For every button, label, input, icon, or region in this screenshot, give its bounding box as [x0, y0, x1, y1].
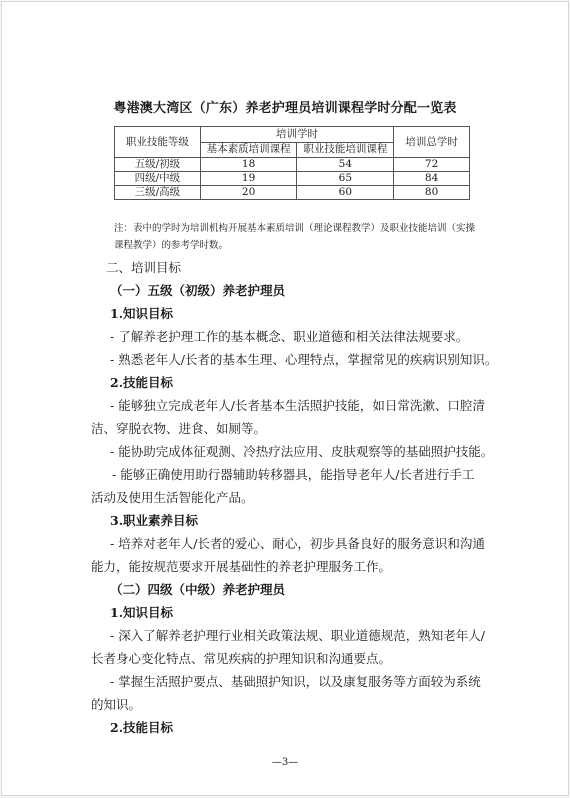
hours-allocation-table	[114, 126, 470, 200]
paragraph: - 能协助完成体征观测、冷热疗法应用、皮肤观察等的基础照护技能。	[110, 444, 494, 459]
cell-total: 80	[394, 186, 470, 200]
subsection-heading: （二）四级（中级）养老护理员	[110, 582, 286, 597]
cell-basic: 19	[200, 172, 297, 186]
note-line: 课程教学）的参考学时数。	[114, 240, 229, 251]
header-training-hours: 培训学时	[200, 127, 393, 143]
table-row	[115, 172, 470, 186]
table-row	[115, 186, 470, 200]
paragraph: - 能够正确使用助行器辅助转移器具，能指导老年人/长者进行手工	[112, 467, 475, 482]
header-level: 职业技能等级	[115, 127, 201, 158]
skill-heading: 2.技能目标	[110, 720, 174, 735]
cell-skill: 60	[297, 186, 394, 200]
page-number: —3—	[271, 757, 299, 768]
cell-level: 四级/中级	[115, 172, 201, 186]
paragraph: 活动及使用生活智能化产品。	[91, 490, 254, 505]
cell-basic: 20	[200, 186, 297, 200]
paragraph: - 深入了解养老护理行业相关政策法规、职业道德规范，熟知老年人/	[110, 628, 485, 643]
paragraph: 长者身心变化特点、常见疾病的护理知识和沟通要点。	[91, 651, 392, 666]
paragraph: 洁、穿脱衣物、进食、如厕等。	[91, 421, 267, 436]
paragraph: 的知识。	[91, 697, 142, 712]
knowledge-heading: 1.知识目标	[110, 605, 174, 620]
paragraph: 能力，能按规范要求开展基础性的养老护理服务工作。	[91, 559, 392, 574]
skill-heading: 2.技能目标	[110, 375, 174, 390]
paragraph: - 能够独立完成老年人/长者基本生活照护技能，如日常洗漱、口腔清	[110, 398, 485, 413]
table-row	[115, 158, 470, 172]
document-page	[1, 1, 569, 796]
quality-heading: 3.职业素养目标	[110, 513, 199, 528]
note-line: 注：表中的学时为培训机构开展基本素质培训（理论课程教学）及职业技能培训（实操	[114, 223, 476, 234]
table-header-row	[115, 127, 470, 143]
cell-total: 72	[394, 158, 470, 172]
paragraph: - 掌握生活照护要点、基础照护知识，以及康复服务等方面较为系统	[110, 674, 481, 689]
header-skill: 职业技能培训课程	[297, 142, 394, 158]
cell-level: 五级/初级	[115, 158, 201, 172]
table-title: 粤港澳大湾区（广东）养老护理员培训课程学时分配一览表	[113, 101, 457, 116]
cell-total: 84	[394, 172, 470, 186]
cell-basic: 18	[200, 158, 297, 172]
cell-skill: 54	[297, 158, 394, 172]
paragraph: - 培养对老年人/长者的爱心、耐心，初步具备良好的服务意识和沟通	[110, 536, 485, 551]
table-note	[114, 220, 494, 254]
knowledge-heading: 1.知识目标	[110, 306, 174, 321]
section-heading: 二、培训目标	[106, 260, 182, 275]
subsection-heading: （一）五级（初级）养老护理员	[110, 283, 286, 298]
cell-level: 三级/高级	[115, 186, 201, 200]
paragraph: - 熟悉老年人/长者的基本生理、心理特点，掌握常见的疾病识别知识。	[110, 352, 498, 367]
paragraph: - 了解养老护理工作的基本概念、职业道德和相关法律法规要求。	[110, 329, 469, 344]
cell-skill: 65	[297, 172, 394, 186]
header-basic: 基本素质培训课程	[200, 142, 297, 158]
header-total: 培训总学时	[394, 127, 470, 158]
